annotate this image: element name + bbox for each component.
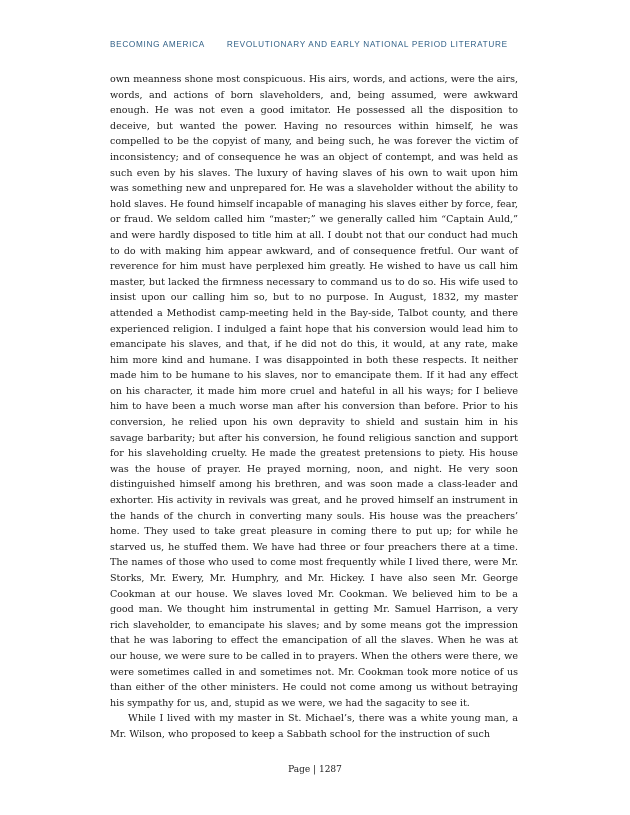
running-header (110, 40, 530, 49)
paragraph-continued: own meanness shone most conspicuous. His airs, words, and actions, were the airs, words, and actions of born slaveholders, and, being assumed, were awkward enough. He was not even a good imitator. He possessed all the disposition to deceive, but wanted the power. Having no resources within himself, he was compelled to be the copyist of many, and being such, he was forever the victim of inconsistency; and of consequence he was an object of contempt, and was held as such even by his slaves. The luxury of having slaves of his own to wait upon him was something new and unprepared for. He was a slaveholder without the ability to hold slaves. He found himself incapable of managing his slaves either by force, fear, or fraud. We seldom called him “master;” we generally called him “Captain Auld,” and were hardly disposed to title him at all. I doubt not that our conduct had much to do with making him appear awkward, and of consequence fretful. Our want of reverence for him must have perplexed him greatly. He wished to have us call him master, but lacked the firmness necessary to command us to do so. His wife used to insist upon our calling him so, but to no purpose. In August, 1832, my master attended a Methodist camp-meeting held in the Bay-side, Talbot county, and there experienced religion. I indulged a faint hope that his conversion would lead him to emancipate his slaves, and that, if he did not do this, it would, at any rate, make him more kind and humane. I was disappointed in both these respects. It neither made him to be humane to his slaves, nor to emancipate them. If it had any effect on his character, it made him more cruel and hateful in all his ways; for I believe him to have been a much worse man after his conversion than before. Prior to his conversion, he relied upon his own depravity to shield and sustain him in his savage barbarity; but after his conversion, he found religious sanction and support for his slaveholding cruelty. He made the greatest pretensions to piety. His house was the house of prayer. He prayed morning, noon, and night. He very soon distinguished himself among his brethren, and was soon made a class-leader and exhorter. His activity in revivals was great, and he proved himself an instrument in the hands of the church in converting many souls. His house was the preachers’ home. They used to take great pleasure in coming there to put up; for while he starved us, he stuffed them. We have had three or four preachers there at a time. The names of those who used to come most frequently while I lived there, were Mr. Storks, Mr. Ewery, Mr. Humphry, and Mr. Hickey. I have also seen Mr. George Cookman at our house. We slaves loved Mr. Cookman. We believed him to be a good man. We thought him instrumental in getting Mr. Samuel Harrison, a very rich slaveholder, to emancipate his slaves; and by some means got the impression that he was laboring to effect the emancipation of all the slaves. When he was at our house, we were sure to be called in to prayers. When the others were there, we were sometimes called in and sometimes not. Mr. Cookman took more notice of us than either of the other ministers. He could not come among us without betraying his sympathy for us, and, stupid as we were, we had the sagacity to see it. (110, 74, 518, 709)
page-number: Page | 1287 (288, 765, 342, 775)
paragraph: While I lived with my master in St. Michael’s, there was a white young man, a Mr. Wilson, who proposed to keep a Sabbath school for the instruction of such (110, 713, 518, 740)
section-title: REVOLUTIONARY AND EARLY NATIONAL PERIOD LITERATURE (226, 40, 508, 49)
body-text (110, 72, 518, 743)
series-title: BECOMING AMERICA (110, 40, 205, 49)
